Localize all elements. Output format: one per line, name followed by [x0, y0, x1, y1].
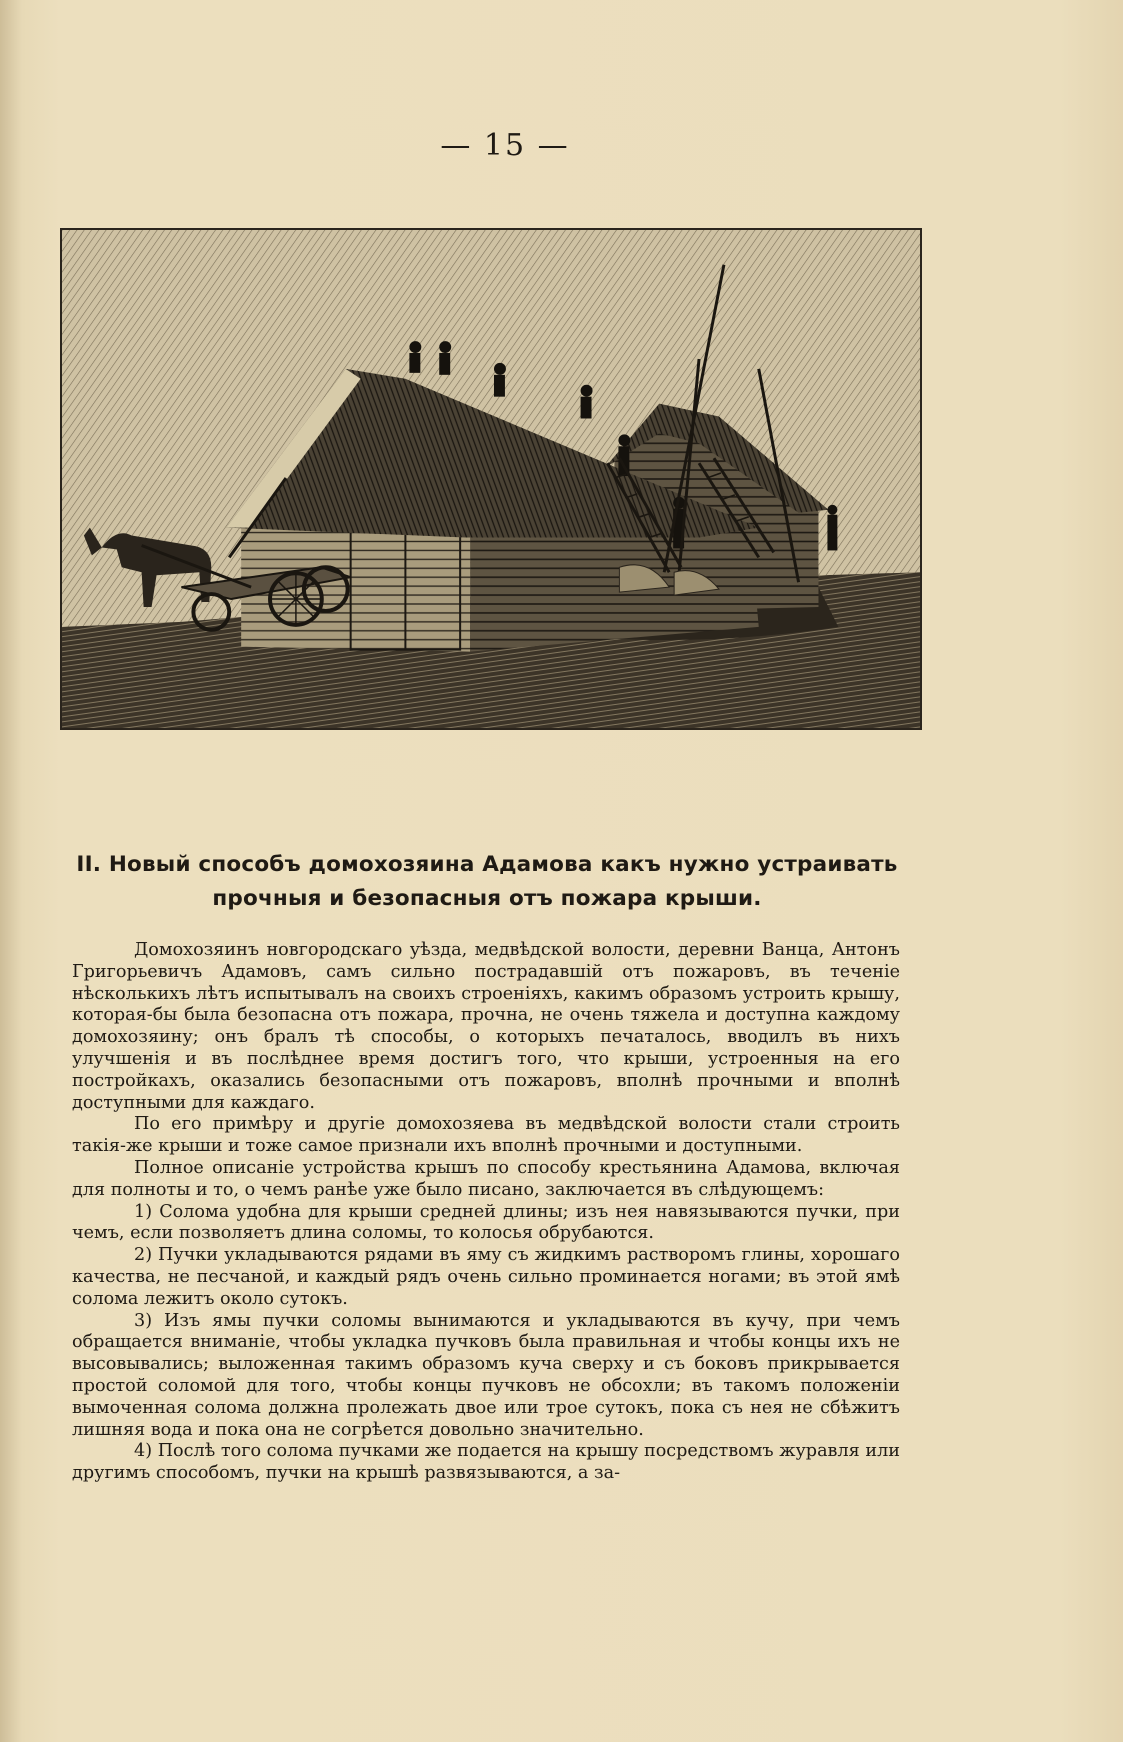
barn-roofing-illustration	[60, 228, 922, 730]
page-number: — 15 —	[440, 128, 570, 163]
paragraph: 4) Послѣ того солома пучками же подается на крышу посредствомъ журавля или другимъ способомъ, пучки на крышѣ развязываются, а за-	[72, 1441, 900, 1484]
body-text	[72, 940, 900, 1485]
paragraph: 2) Пучки укладываются рядами въ яму съ жидкимъ растворомъ глины, хорошаго качества, не песчаной, и каждый рядъ очень сильно проминается ногами; въ этой ямѣ солома лежитъ около сутокъ.	[72, 1245, 900, 1309]
paragraph: Домохозяинъ новгородскаго уѣзда, медвѣдской волости, деревни Ванца, Антонъ Григорьевичъ Адамовъ, самъ сильно пострадавшій отъ пожаровъ, въ теченіе нѣсколькихъ лѣтъ испытывалъ на своихъ строеніяхъ, какимъ образомъ устроить крышу, которая-бы была безопасна отъ пожара, прочна, не очень тяжела и доступна каждому домохозяину; онъ бралъ тѣ способы, о которыхъ печаталось, вводилъ въ нихъ улучшенія и въ послѣднее время достигъ того, что крыши, устроенныя на его постройкахъ, оказались безопасными отъ пожаровъ, вполнѣ прочными и вполнѣ доступными для каждаго.	[72, 940, 900, 1113]
section-heading: II. Новый способъ домохозяина Адамова какъ нужно устраивать прочныя и безопасныя отъ пожара крыши.	[76, 852, 898, 911]
paragraph: 3) Изъ ямы пучки соломы вынимаются и укладываются въ кучу, при чемъ обращается вниманіе, чтобы укладка пучковъ была правильная и чтобы концы ихъ не высовывались; выложенная такимъ образомъ куча сверху и съ боковъ прикрывается простой соломой для того, чтобы концы пучковъ не обсохли; въ такомъ положеніи вымоченная солома должна пролежать двое или трое сутокъ, пока съ нея не сбѣжитъ лишняя вода и пока она не согрѣется довольно значительно.	[72, 1310, 900, 1440]
paragraph: Полное описаніе устройства крышъ по способу крестьянина Адамова, включая для полноты и то, о чемъ ранѣе уже было писано, заключается въ слѣдующемъ:	[72, 1157, 900, 1200]
paragraph: По его примѣру и другіе домохозяева въ медвѣдской волости стали строить такія-же крыши и тоже самое признали ихъ вполнѣ прочными и доступными.	[72, 1114, 900, 1157]
paragraph: 1) Солома удобна для крыши средней длины; изъ нея навязываются пучки, при чемъ, если позволяетъ длина соломы, то колосья обрубаются.	[72, 1201, 900, 1244]
